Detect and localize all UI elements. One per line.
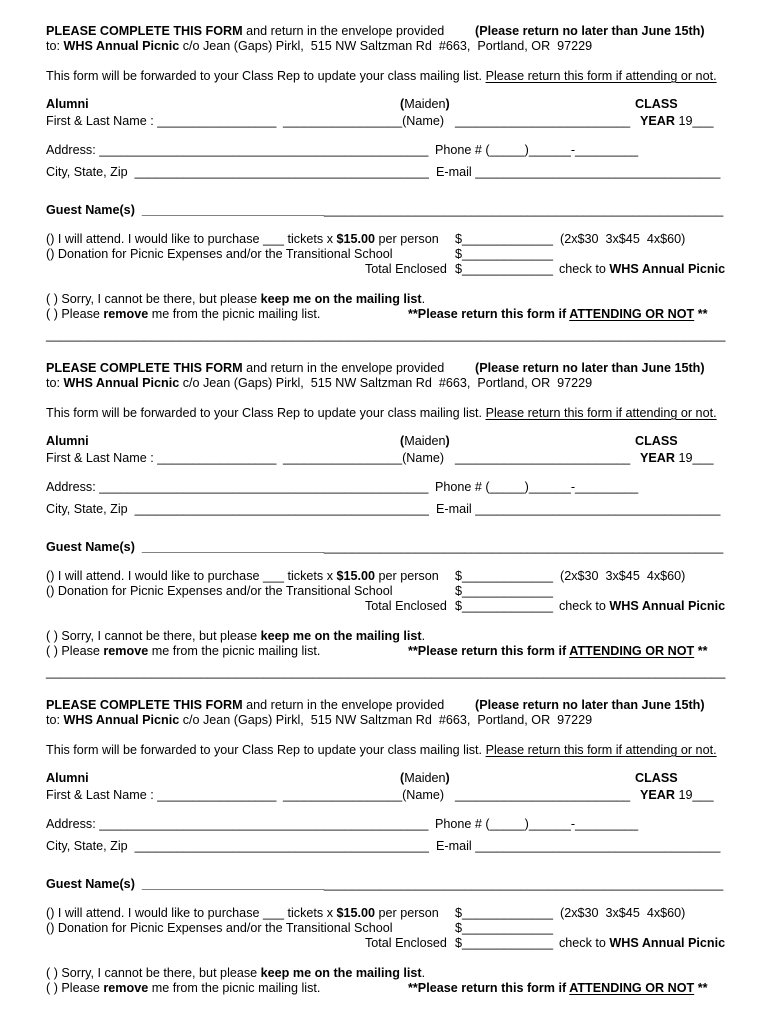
- form-copy-2: [0, 361, 770, 681]
- donation-amount-blank: $_____________: [455, 921, 554, 935]
- sorry-option: [46, 292, 425, 307]
- remove-text-end: me from the picnic mailing list.: [148, 307, 321, 321]
- email-label: E-mail: [436, 839, 476, 853]
- remove-text: ( ) Please: [46, 644, 104, 658]
- attend-text: () I will attend. I would like to purchase ___ tickets x: [46, 569, 337, 583]
- sorry-end: .: [421, 629, 426, 643]
- email-field: [436, 839, 720, 854]
- instruction-bold: PLEASE COMPLETE THIS FORM: [46, 361, 243, 375]
- address-label: Address:: [46, 143, 100, 157]
- sorry-end: .: [421, 966, 426, 980]
- reminder-end: **: [694, 981, 708, 995]
- guest-blank-bold: __________________________: [134, 540, 324, 554]
- address-prefix: to:: [46, 713, 64, 727]
- sorry-text: ( ) Sorry, I cannot be there, but please: [46, 629, 261, 643]
- city-blank: __________________________________________: [134, 502, 429, 516]
- notice-text: This form will be forwarded to your Class Rep to update your class mailing list.: [46, 406, 486, 420]
- ticket-amount-blank: $_____________: [455, 569, 554, 583]
- sorry-end: .: [421, 292, 426, 306]
- name-label: First & Last Name :: [46, 451, 158, 465]
- reminder-text: **Please return this form if: [408, 307, 570, 321]
- mailing-list-notice: [46, 69, 717, 84]
- address-recipient: WHS Annual Picnic: [63, 713, 180, 727]
- return-reminder: [408, 644, 708, 659]
- ticket-price: $15.00: [336, 569, 376, 583]
- maiden-header: [400, 434, 450, 449]
- remove-text-end: me from the picnic mailing list.: [148, 981, 321, 995]
- city-state-zip-field: [46, 839, 429, 854]
- name-label: First & Last Name :: [46, 788, 158, 802]
- remove-option: [46, 981, 320, 996]
- total-enclosed-label: Total Enclosed: [365, 599, 447, 613]
- payable-prefix: check to: [559, 262, 610, 276]
- payable-to: [559, 262, 725, 277]
- year-value: 19___: [675, 451, 714, 465]
- class-year-field: [640, 114, 714, 129]
- class-year-field: [640, 788, 714, 803]
- email-field: [436, 502, 720, 517]
- address-prefix: to:: [46, 376, 64, 390]
- donation-option: () Donation for Picnic Expenses and/or the Transitional School: [46, 247, 393, 261]
- total-amount-blank: $_____________: [455, 262, 554, 276]
- address-street: c/o Jean (Gaps) Pirkl, 515 NW Saltzman Rd #663, Portland, OR 97229: [179, 39, 593, 53]
- sorry-option: [46, 629, 425, 644]
- guest-blank: _________________________________________________________: [324, 540, 724, 554]
- address-street: c/o Jean (Gaps) Pirkl, 515 NW Saltzman Rd #663, Portland, OR 97229: [179, 376, 593, 390]
- attend-text-end: per person: [375, 569, 439, 583]
- first-name-blank: _________________: [157, 788, 277, 802]
- city-blank: __________________________________________: [134, 839, 429, 853]
- alumni-header: Alumni: [46, 97, 89, 111]
- instruction-rest: and return in the envelope provided: [242, 24, 445, 38]
- first-name-blank: _________________: [157, 114, 277, 128]
- maiden-name-blank: _________________________: [455, 788, 631, 802]
- guest-blank: _________________________________________________________: [324, 203, 724, 217]
- mailing-address: [46, 376, 592, 391]
- city-state-zip-field: [46, 502, 429, 517]
- sorry-emphasis: keep me on the mailing list: [260, 966, 422, 980]
- attend-option: [46, 232, 439, 247]
- class-header: CLASS: [635, 97, 678, 111]
- remove-option: [46, 644, 320, 659]
- attend-text-end: per person: [375, 906, 439, 920]
- guest-label: Guest Name(s): [46, 877, 135, 891]
- instruction-bold: PLEASE COMPLETE THIS FORM: [46, 24, 243, 38]
- form-instruction: [46, 361, 444, 376]
- remove-emphasis: remove: [103, 981, 149, 995]
- attend-option: [46, 906, 439, 921]
- remove-emphasis: remove: [103, 644, 149, 658]
- total-amount-blank: $_____________: [455, 936, 554, 950]
- total-enclosed-label: Total Enclosed: [365, 936, 447, 950]
- address-field: [46, 480, 428, 495]
- ticket-amount-blank: $_____________: [455, 232, 554, 246]
- email-label: E-mail: [436, 165, 476, 179]
- class-header: CLASS: [635, 771, 678, 785]
- last-name-field: [283, 114, 444, 129]
- maiden-close-paren: ): [445, 771, 450, 785]
- reminder-underlined: ATTENDING OR NOT: [569, 307, 695, 321]
- city-label: City, State, Zip: [46, 165, 135, 179]
- address-blank: _______________________________________________: [99, 817, 429, 831]
- guest-blank-bold: __________________________: [134, 877, 324, 891]
- address-label: Address:: [46, 480, 100, 494]
- attend-text: () I will attend. I would like to purchase ___ tickets x: [46, 906, 337, 920]
- ticket-price: $15.00: [336, 906, 376, 920]
- remove-text: ( ) Please: [46, 981, 104, 995]
- last-name-field: [283, 788, 444, 803]
- name-field: [46, 788, 276, 803]
- notice-emphasis: Please return this form if attending or not.: [485, 743, 717, 757]
- class-header: CLASS: [635, 434, 678, 448]
- sorry-emphasis: keep me on the mailing list: [260, 629, 422, 643]
- total-amount-blank: $_____________: [455, 599, 554, 613]
- deadline-note: (Please return no later than June 15th): [475, 361, 705, 375]
- deadline-note: (Please return no later than June 15th): [475, 698, 705, 712]
- ticket-price: $15.00: [336, 232, 376, 246]
- email-label: E-mail: [436, 502, 476, 516]
- address-recipient: WHS Annual Picnic: [63, 376, 180, 390]
- name-field: [46, 114, 276, 129]
- guest-blank: _________________________________________________________: [324, 877, 724, 891]
- maiden-label: Maiden: [404, 434, 446, 448]
- maiden-label: Maiden: [404, 97, 446, 111]
- form-instruction: [46, 24, 444, 39]
- address-field: [46, 817, 428, 832]
- name-suffix: (Name): [402, 788, 445, 802]
- reminder-text: **Please return this form if: [408, 981, 570, 995]
- email-blank: ___________________________________: [475, 165, 721, 179]
- remove-text: ( ) Please: [46, 307, 104, 321]
- name-suffix: (Name): [402, 114, 445, 128]
- name-field: [46, 451, 276, 466]
- sorry-text: ( ) Sorry, I cannot be there, but please: [46, 966, 261, 980]
- return-reminder: [408, 981, 708, 996]
- payable-name: WHS Annual Picnic: [609, 262, 726, 276]
- sorry-option: [46, 966, 425, 981]
- remove-text-end: me from the picnic mailing list.: [148, 644, 321, 658]
- attend-option: [46, 569, 439, 584]
- phone-field: Phone # (_____)______-_________: [435, 480, 639, 494]
- notice-emphasis: Please return this form if attending or not.: [485, 406, 717, 420]
- remove-option: [46, 307, 320, 322]
- payable-name: WHS Annual Picnic: [609, 599, 726, 613]
- guest-label: Guest Name(s): [46, 540, 135, 554]
- form-copy-3: [0, 698, 770, 1018]
- donation-amount-blank: $_____________: [455, 247, 554, 261]
- year-value: 19___: [675, 114, 714, 128]
- maiden-close-paren: ): [445, 97, 450, 111]
- notice-text: This form will be forwarded to your Class Rep to update your class mailing list.: [46, 743, 486, 757]
- mailing-address: [46, 713, 592, 728]
- notice-text: This form will be forwarded to your Class Rep to update your class mailing list.: [46, 69, 486, 83]
- guest-label: Guest Name(s): [46, 203, 135, 217]
- city-label: City, State, Zip: [46, 839, 135, 853]
- maiden-name-blank: _________________________: [455, 114, 631, 128]
- mailing-address: [46, 39, 592, 54]
- guest-names-field: [46, 877, 723, 892]
- donation-option: () Donation for Picnic Expenses and/or the Transitional School: [46, 584, 393, 598]
- return-reminder: [408, 307, 708, 322]
- city-blank: __________________________________________: [134, 165, 429, 179]
- reminder-text: **Please return this form if: [408, 644, 570, 658]
- class-year-field: [640, 451, 714, 466]
- attend-text-end: per person: [375, 232, 439, 246]
- instruction-bold: PLEASE COMPLETE THIS FORM: [46, 698, 243, 712]
- name-label: First & Last Name :: [46, 114, 158, 128]
- address-recipient: WHS Annual Picnic: [63, 39, 180, 53]
- guest-names-field: [46, 203, 723, 218]
- address-blank: _______________________________________________: [99, 143, 429, 157]
- deadline-note: (Please return no later than June 15th): [475, 24, 705, 38]
- alumni-header: Alumni: [46, 434, 89, 448]
- sorry-text: ( ) Sorry, I cannot be there, but please: [46, 292, 261, 306]
- city-label: City, State, Zip: [46, 502, 135, 516]
- reminder-underlined: ATTENDING OR NOT: [569, 644, 695, 658]
- address-label: Address:: [46, 817, 100, 831]
- ticket-pricing: (2x$30 3x$45 4x$60): [560, 569, 686, 583]
- address-field: [46, 143, 428, 158]
- payable-prefix: check to: [559, 599, 610, 613]
- year-label: YEAR: [640, 788, 675, 802]
- first-name-blank: _________________: [157, 451, 277, 465]
- maiden-name-blank: _________________________: [455, 451, 631, 465]
- last-name-blank: _________________: [283, 451, 403, 465]
- form-copy-1: [0, 24, 770, 344]
- address-prefix: to:: [46, 39, 64, 53]
- email-blank: ___________________________________: [475, 839, 721, 853]
- year-value: 19___: [675, 788, 714, 802]
- city-state-zip-field: [46, 165, 429, 180]
- payable-name: WHS Annual Picnic: [609, 936, 726, 950]
- sorry-emphasis: keep me on the mailing list: [260, 292, 422, 306]
- attend-text: () I will attend. I would like to purchase ___ tickets x: [46, 232, 337, 246]
- total-enclosed-label: Total Enclosed: [365, 262, 447, 276]
- reminder-underlined: ATTENDING OR NOT: [569, 981, 695, 995]
- instruction-rest: and return in the envelope provided: [242, 698, 445, 712]
- ticket-pricing: (2x$30 3x$45 4x$60): [560, 232, 686, 246]
- payable-to: [559, 936, 725, 951]
- year-label: YEAR: [640, 114, 675, 128]
- payable-to: [559, 599, 725, 614]
- maiden-header: [400, 771, 450, 786]
- email-blank: ___________________________________: [475, 502, 721, 516]
- mailing-list-notice: [46, 406, 717, 421]
- maiden-header: [400, 97, 450, 112]
- maiden-close-paren: ): [445, 434, 450, 448]
- form-instruction: [46, 698, 444, 713]
- donation-option: () Donation for Picnic Expenses and/or the Transitional School: [46, 921, 393, 935]
- phone-field: Phone # (_____)______-_________: [435, 143, 639, 157]
- instruction-rest: and return in the envelope provided: [242, 361, 445, 375]
- maiden-open-paren: (: [400, 97, 405, 111]
- donation-amount-blank: $_____________: [455, 584, 554, 598]
- maiden-open-paren: (: [400, 771, 405, 785]
- ticket-pricing: (2x$30 3x$45 4x$60): [560, 906, 686, 920]
- last-name-field: [283, 451, 444, 466]
- maiden-open-paren: (: [400, 434, 405, 448]
- address-blank: _______________________________________________: [99, 480, 429, 494]
- email-field: [436, 165, 720, 180]
- separator-line: _________________________________________________________________________________________________: [46, 328, 726, 342]
- address-street: c/o Jean (Gaps) Pirkl, 515 NW Saltzman Rd #663, Portland, OR 97229: [179, 713, 593, 727]
- payable-prefix: check to: [559, 936, 610, 950]
- separator-line: _________________________________________________________________________________________________: [46, 665, 726, 679]
- guest-blank-bold: __________________________: [134, 203, 324, 217]
- mailing-list-notice: [46, 743, 717, 758]
- name-suffix: (Name): [402, 451, 445, 465]
- ticket-amount-blank: $_____________: [455, 906, 554, 920]
- phone-field: Phone # (_____)______-_________: [435, 817, 639, 831]
- remove-emphasis: remove: [103, 307, 149, 321]
- reminder-end: **: [694, 307, 708, 321]
- maiden-label: Maiden: [404, 771, 446, 785]
- last-name-blank: _________________: [283, 114, 403, 128]
- notice-emphasis: Please return this form if attending or not.: [485, 69, 717, 83]
- reminder-end: **: [694, 644, 708, 658]
- alumni-header: Alumni: [46, 771, 89, 785]
- year-label: YEAR: [640, 451, 675, 465]
- guest-names-field: [46, 540, 723, 555]
- last-name-blank: _________________: [283, 788, 403, 802]
